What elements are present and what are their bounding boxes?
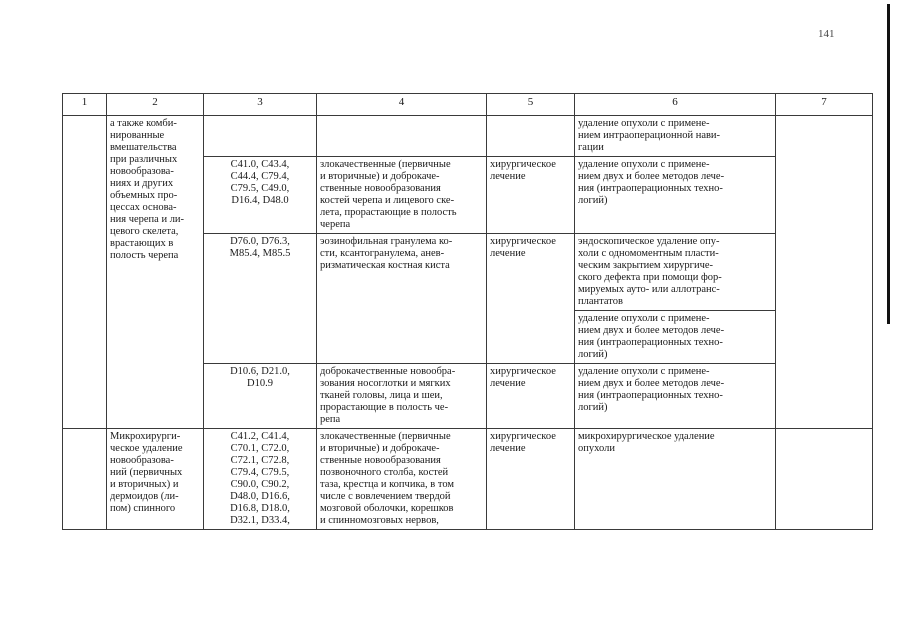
header-col-3: 3: [204, 94, 317, 116]
header-col-5: 5: [487, 94, 575, 116]
disease-description-cell: злокачественные (первичные и вторичные) и доброкаче- ственные новообразования костей черепа и лицевого ске- лета, прорастающие в полость черепа: [317, 157, 487, 234]
header-col-6: 6: [575, 94, 776, 116]
header-row: [63, 94, 873, 116]
header-col-7: 7: [776, 94, 873, 116]
disease-description-cell: злокачественные (первичные и вторичные) и доброкаче- ственные новообразования позвоночного столба, костей таза, крестца и копчика, в том числе с вовлечением твердой мозговой оболочки, корешков и спинномозговых нервов,: [317, 429, 487, 530]
table-row: [63, 429, 873, 530]
treatment-type-cell: хирургическое лечение: [487, 157, 575, 234]
treatment-type-cell: хирургическое лечение: [487, 364, 575, 429]
disease-description-cell: [317, 116, 487, 157]
header-col-1: 1: [63, 94, 107, 116]
diagnosis-codes-cell: C41.0, C43.4, C44.4, C79.4, C79.5, C49.0, D16.4, D48.0: [204, 157, 317, 234]
treatment-method-cell: микрохирургическое удаление опухоли: [575, 429, 776, 530]
treatment-type-cell: хирургическое лечение: [487, 429, 575, 530]
page-number: 141: [818, 28, 835, 40]
table-row: [63, 116, 873, 157]
treatment-method-cell: удаление опухоли с примене- нием двух и более методов лече- ния (интраоперационных техно- логий): [575, 157, 776, 234]
disease-description-cell: эозинофильная гранулема ко- сти, ксантогранулема, анев- ризматическая костная киста: [317, 234, 487, 364]
diagnosis-codes-cell: D10.6, D21.0, D10.9: [204, 364, 317, 429]
header-col-2: 2: [107, 94, 204, 116]
treatment-type-cell: хирургическое лечение: [487, 234, 575, 364]
norm-cost-cell: [776, 116, 873, 429]
diagnosis-codes-cell: C41.2, C41.4, C70.1, C72.0, C72.1, C72.8, C79.4, C79.5, C90.0, C90.2, D48.0, D16.6, D16.8, D18.0, D32.1, D33.4,: [204, 429, 317, 530]
norm-cost-cell: [776, 429, 873, 530]
scan-edge-line: [887, 4, 890, 324]
row-number-cell: [63, 429, 107, 530]
disease-description-cell: доброкачественные новообра- зования носоглотки и мягких тканей головы, лица и шеи, прорастающие в полость че- репа: [317, 364, 487, 429]
diagnosis-codes-cell: D76.0, D76.3, M85.4, M85.5: [204, 234, 317, 364]
intervention-name-cell: а также комби- нированные вмешательства при различных новообразова- ниях и других объемных про- цессах основа- ния черепа и ли- цевого скелета, врастающих в полость черепа: [107, 116, 204, 429]
treatment-method-cell: эндоскопическое удаление опу- холи с одномоментным пласти- ческим закрытием хирургиче- ского дефекта при помощи фор- мируемых ауто- или аллотранс- плантатов: [575, 234, 776, 311]
treatment-type-cell: [487, 116, 575, 157]
header-col-4: 4: [317, 94, 487, 116]
diagnosis-codes-cell: [204, 116, 317, 157]
treatment-method-cell: удаление опухоли с примене- нием интраоперационной нави- гации: [575, 116, 776, 157]
intervention-name-cell: Микрохирурги- ческое удаление новообразова- ний (первичных и вторичных) и дермоидов (ли- пом) спинного: [107, 429, 204, 530]
treatment-method-cell: удаление опухоли с примене- нием двух и более методов лече- ния (интраоперационных техно- логий): [575, 364, 776, 429]
treatment-method-cell: удаление опухоли с примене- нием двух и более методов лече- ния (интраоперационных техно- логий): [575, 311, 776, 364]
row-number-cell: [63, 116, 107, 429]
medical-care-table: [62, 93, 873, 530]
